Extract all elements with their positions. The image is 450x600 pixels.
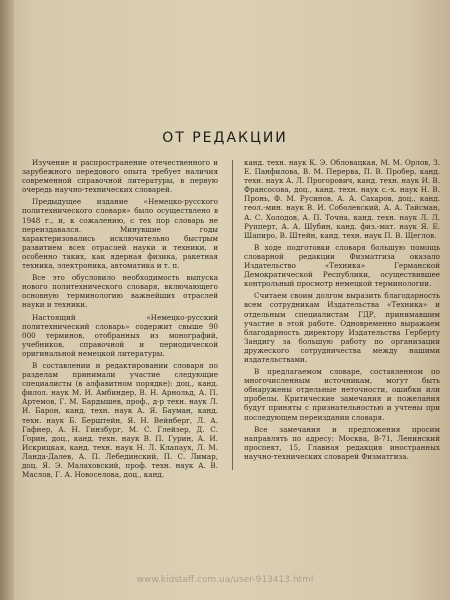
paragraph: Изучение и распространение отечественного и зарубежного передового опыта требует наличия современной справочной литературы, в первую очередь научно-технических словарей.	[22, 158, 218, 195]
paragraph: канд. техн. наук К. Э. Обловацкая, М. М. Орлов, З. Е. Панфилова, В. М. Перерва, П. В. Пробер, канд. техн. наук А. Л. Прогорович, канд. техн. наук И. В. Франсосова, доц., канд. техн. наук с.-х. наук Н. В. Пронь, Ф. М. Русинов, А. А. Сахаров, доц., канд. геол.-мин. наук В. И. Соболевский, А. А. Тайсман, А. С. Холодов, А. П. Точна, канд. техн. наук Л. Л. Рупперт, А. А. Шубин, канд. физ.-мат. наук Я. Е. Шапиро, В. Штейн, канд. техн. наук П. В. Щеглов.	[244, 158, 440, 240]
paragraph: Все это обусловило необходимость выпуска нового политехнического словаря, включающего основную терминологию важнейших отраслей науки и техники.	[22, 273, 218, 310]
left-column	[22, 158, 218, 482]
paragraph: В предлагаемом словаре, составленном по многочисленным источникам, могут быть обнаружены отдельные неточности, ошибки или пробелы. Критические замечания и пожелания будут приняты с признательностью и учтены при последующем переиздании словаря.	[244, 367, 440, 422]
paragraph: Все замечания и предложения просим направлять по адресу: Москва, В-71, Ленинский проспект, 15, Главная редакция иностранных научно-технических словарей Физматгиза.	[244, 424, 440, 461]
paragraph: Предыдущее издание «Немецко-русского политехнического словаря» было осуществлено в 1948 г., и, к сожалению, с тех пор словарь не переиздавался. Минувшие годы характеризовались исключительно быстрым развитием всех отраслей науки и техники, и особенно таких, как ядерная физика, ракетная техника, электроника, автоматика и т. п.	[22, 197, 218, 271]
paragraph: Настоящий «Немецко-русский политехнический словарь» содержит свыше 90 000 терминов, отобранных из монографий, учебников, справочной и периодической оригинальной немецкой литературы.	[22, 312, 218, 358]
paragraph: В ходе подготовки словаря большую помощь словарной редакции Физматгиза оказало Издательство «Техника» Германской Демократической Республики, осуществившее контрольный просмотр немецкой терминологии.	[244, 242, 440, 289]
paragraph: В составлении и редактировании словаря по разделам принимали участие следующие специалисты (в алфавитном порядке): доц., канд. филол. наук М. И. Амбиндер, В. Н. Арнольд, А. П. Артемов, Г. М. Бардышев, проф., д-р техн. наук Л. И. Барон, канд. техн. наук А. Я. Бауман, канд. техн. наук Б. Берштейн, Я. Н. Вейнберг, Л. А. Гафнер, А. Н. Гинзбург, М. С. Глейзер, Д. С. Горин, доц., канд. техн. наук В. П. Гурин, А. И. Искрицкая, канд. техн. наук Н. Л. Клапаух, Л. М. Ланда-Далев, А. П. Лебединский, П. С. Лимар, доц. Я. Э. Малаховский, проф. техн. наук А. В. Маслов, Г. А. Новоселова, доц., канд.	[22, 360, 218, 480]
watermark-url: www.kidstaff.com.ua/user-913413.html	[136, 575, 314, 585]
book-gutter	[0, 0, 14, 600]
page-title: ОТ РЕДАКЦИИ	[162, 130, 288, 146]
column-divider	[232, 160, 233, 470]
right-column	[244, 158, 440, 464]
paragraph: Считаем своим долгом выразить благодарность всем сотрудникам Издательства «Техника» и отдельным специалистам ГДР, принимавшим участие в этой работе. Одновременно выражаем благодарность директору Издательства Герберту Зандигу за большую работу по организации дружеского сотрудничества между нашими издательствами.	[244, 291, 440, 364]
